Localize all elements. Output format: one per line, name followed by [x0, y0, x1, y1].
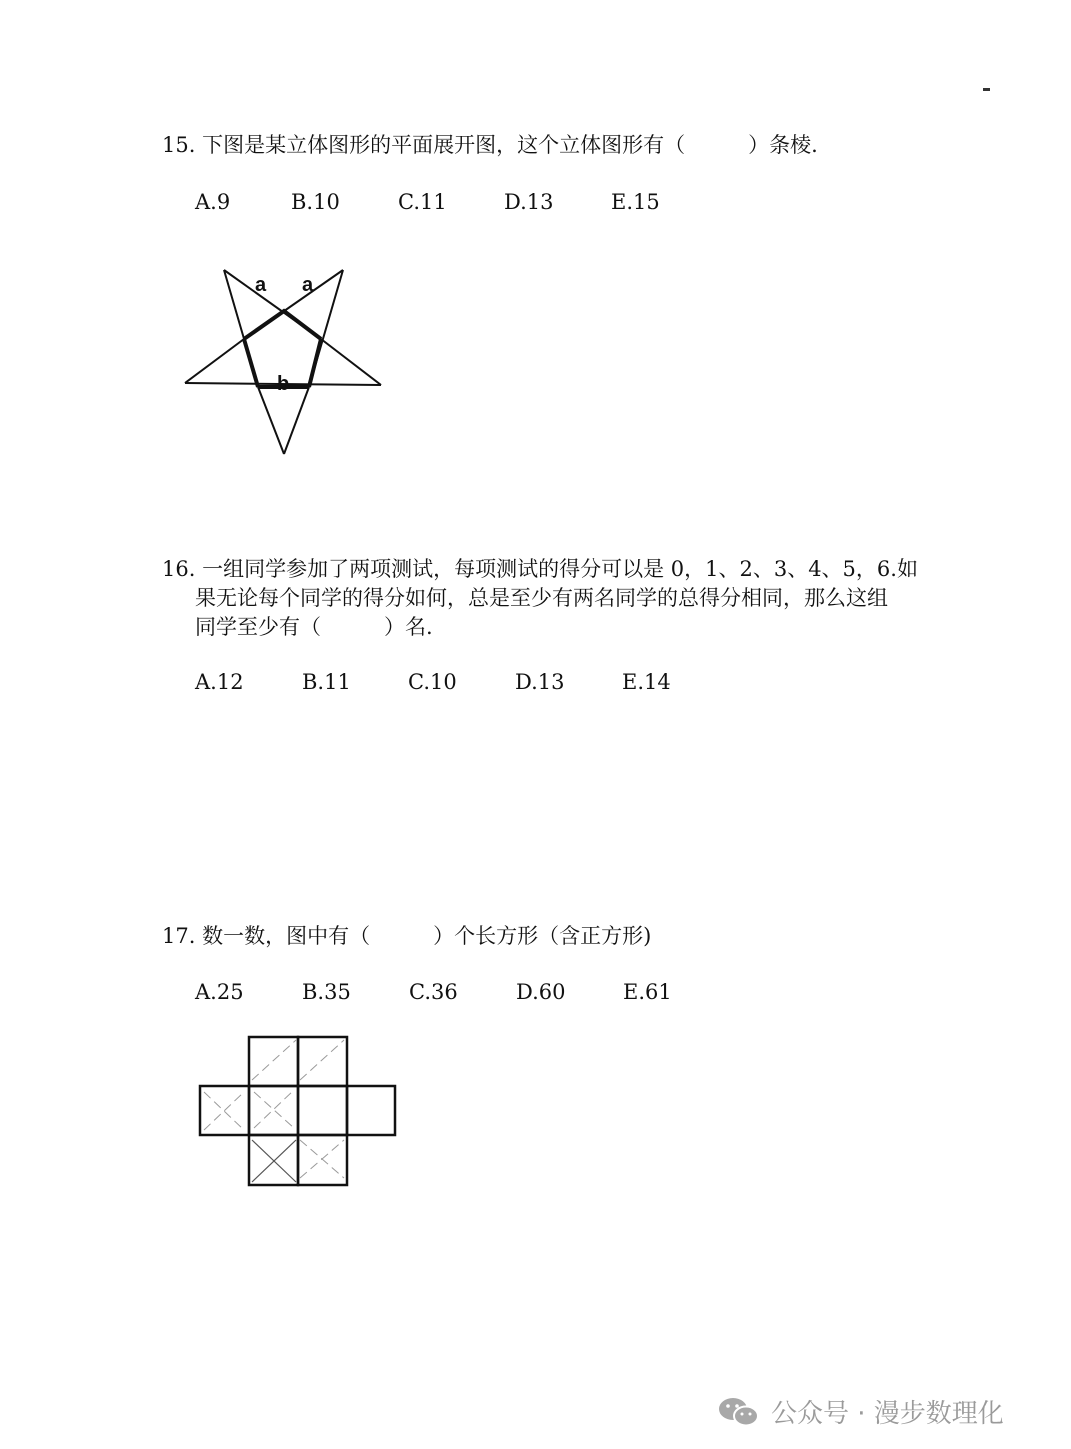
- label-a-right: a: [302, 274, 314, 296]
- grid-cell: [298, 1037, 347, 1086]
- pentagon-base-edges: [244, 311, 321, 339]
- q17-option-b: B.35: [302, 980, 351, 1004]
- cross-grid-figure: [195, 1032, 401, 1190]
- watermark-text: 公众号 · 漫步数理化: [771, 1399, 1004, 1429]
- pentagon-base-edge: [309, 339, 321, 387]
- q15-option-e: E.15: [611, 190, 660, 214]
- q16-option-d: D.13: [515, 670, 565, 694]
- q16-option-b: B.11: [302, 670, 351, 694]
- grid-cell: [249, 1037, 298, 1086]
- wechat-icon: [717, 1395, 761, 1429]
- star-edge: [258, 387, 284, 454]
- q17-option-d: D.60: [516, 980, 566, 1004]
- q15-stem: 15. 下图是某立体图形的平面展开图，这个立体图形有（ ）条棱.: [162, 133, 818, 157]
- q16-option-e: E.14: [622, 670, 671, 694]
- q15-option-c: C.11: [398, 190, 447, 214]
- q17-stem: 17. 数一数，图中有（ ）个长方形（含正方形): [162, 924, 652, 948]
- grid-cell: [347, 1086, 395, 1135]
- q16-option-c: C.10: [408, 670, 457, 694]
- q17-option-e: E.61: [623, 980, 672, 1004]
- pentagram-net-figure: [180, 262, 390, 462]
- star-edge: [185, 339, 244, 383]
- label-a-left: a: [255, 274, 267, 296]
- star-edge: [321, 339, 381, 385]
- corner-mark: [983, 88, 990, 91]
- q16-stem-line-1: 16. 一组同学参加了两项测试，每项测试的得分可以是 0，1、2、3、4、5，6.如: [162, 557, 918, 581]
- q16-stem-line-3: 同学至少有（ ）名.: [195, 615, 433, 639]
- q17-option-a: A.25: [195, 980, 244, 1004]
- star-edge: [284, 387, 309, 454]
- q15-option-d: D.13: [504, 190, 554, 214]
- q17-option-c: C.36: [409, 980, 458, 1004]
- q16-stem-line-2: 果无论每个同学的得分如何，总是至少有两名同学的总得分相同，那么这组: [195, 586, 888, 610]
- q16-option-a: A.12: [195, 670, 244, 694]
- q15-option-b: B.10: [291, 190, 340, 214]
- pentagon-base-edge: [244, 339, 258, 387]
- watermark: [717, 1393, 1004, 1430]
- label-b: b: [277, 373, 290, 395]
- grid-cell: [298, 1086, 347, 1135]
- q15-option-a: A.9: [195, 190, 231, 214]
